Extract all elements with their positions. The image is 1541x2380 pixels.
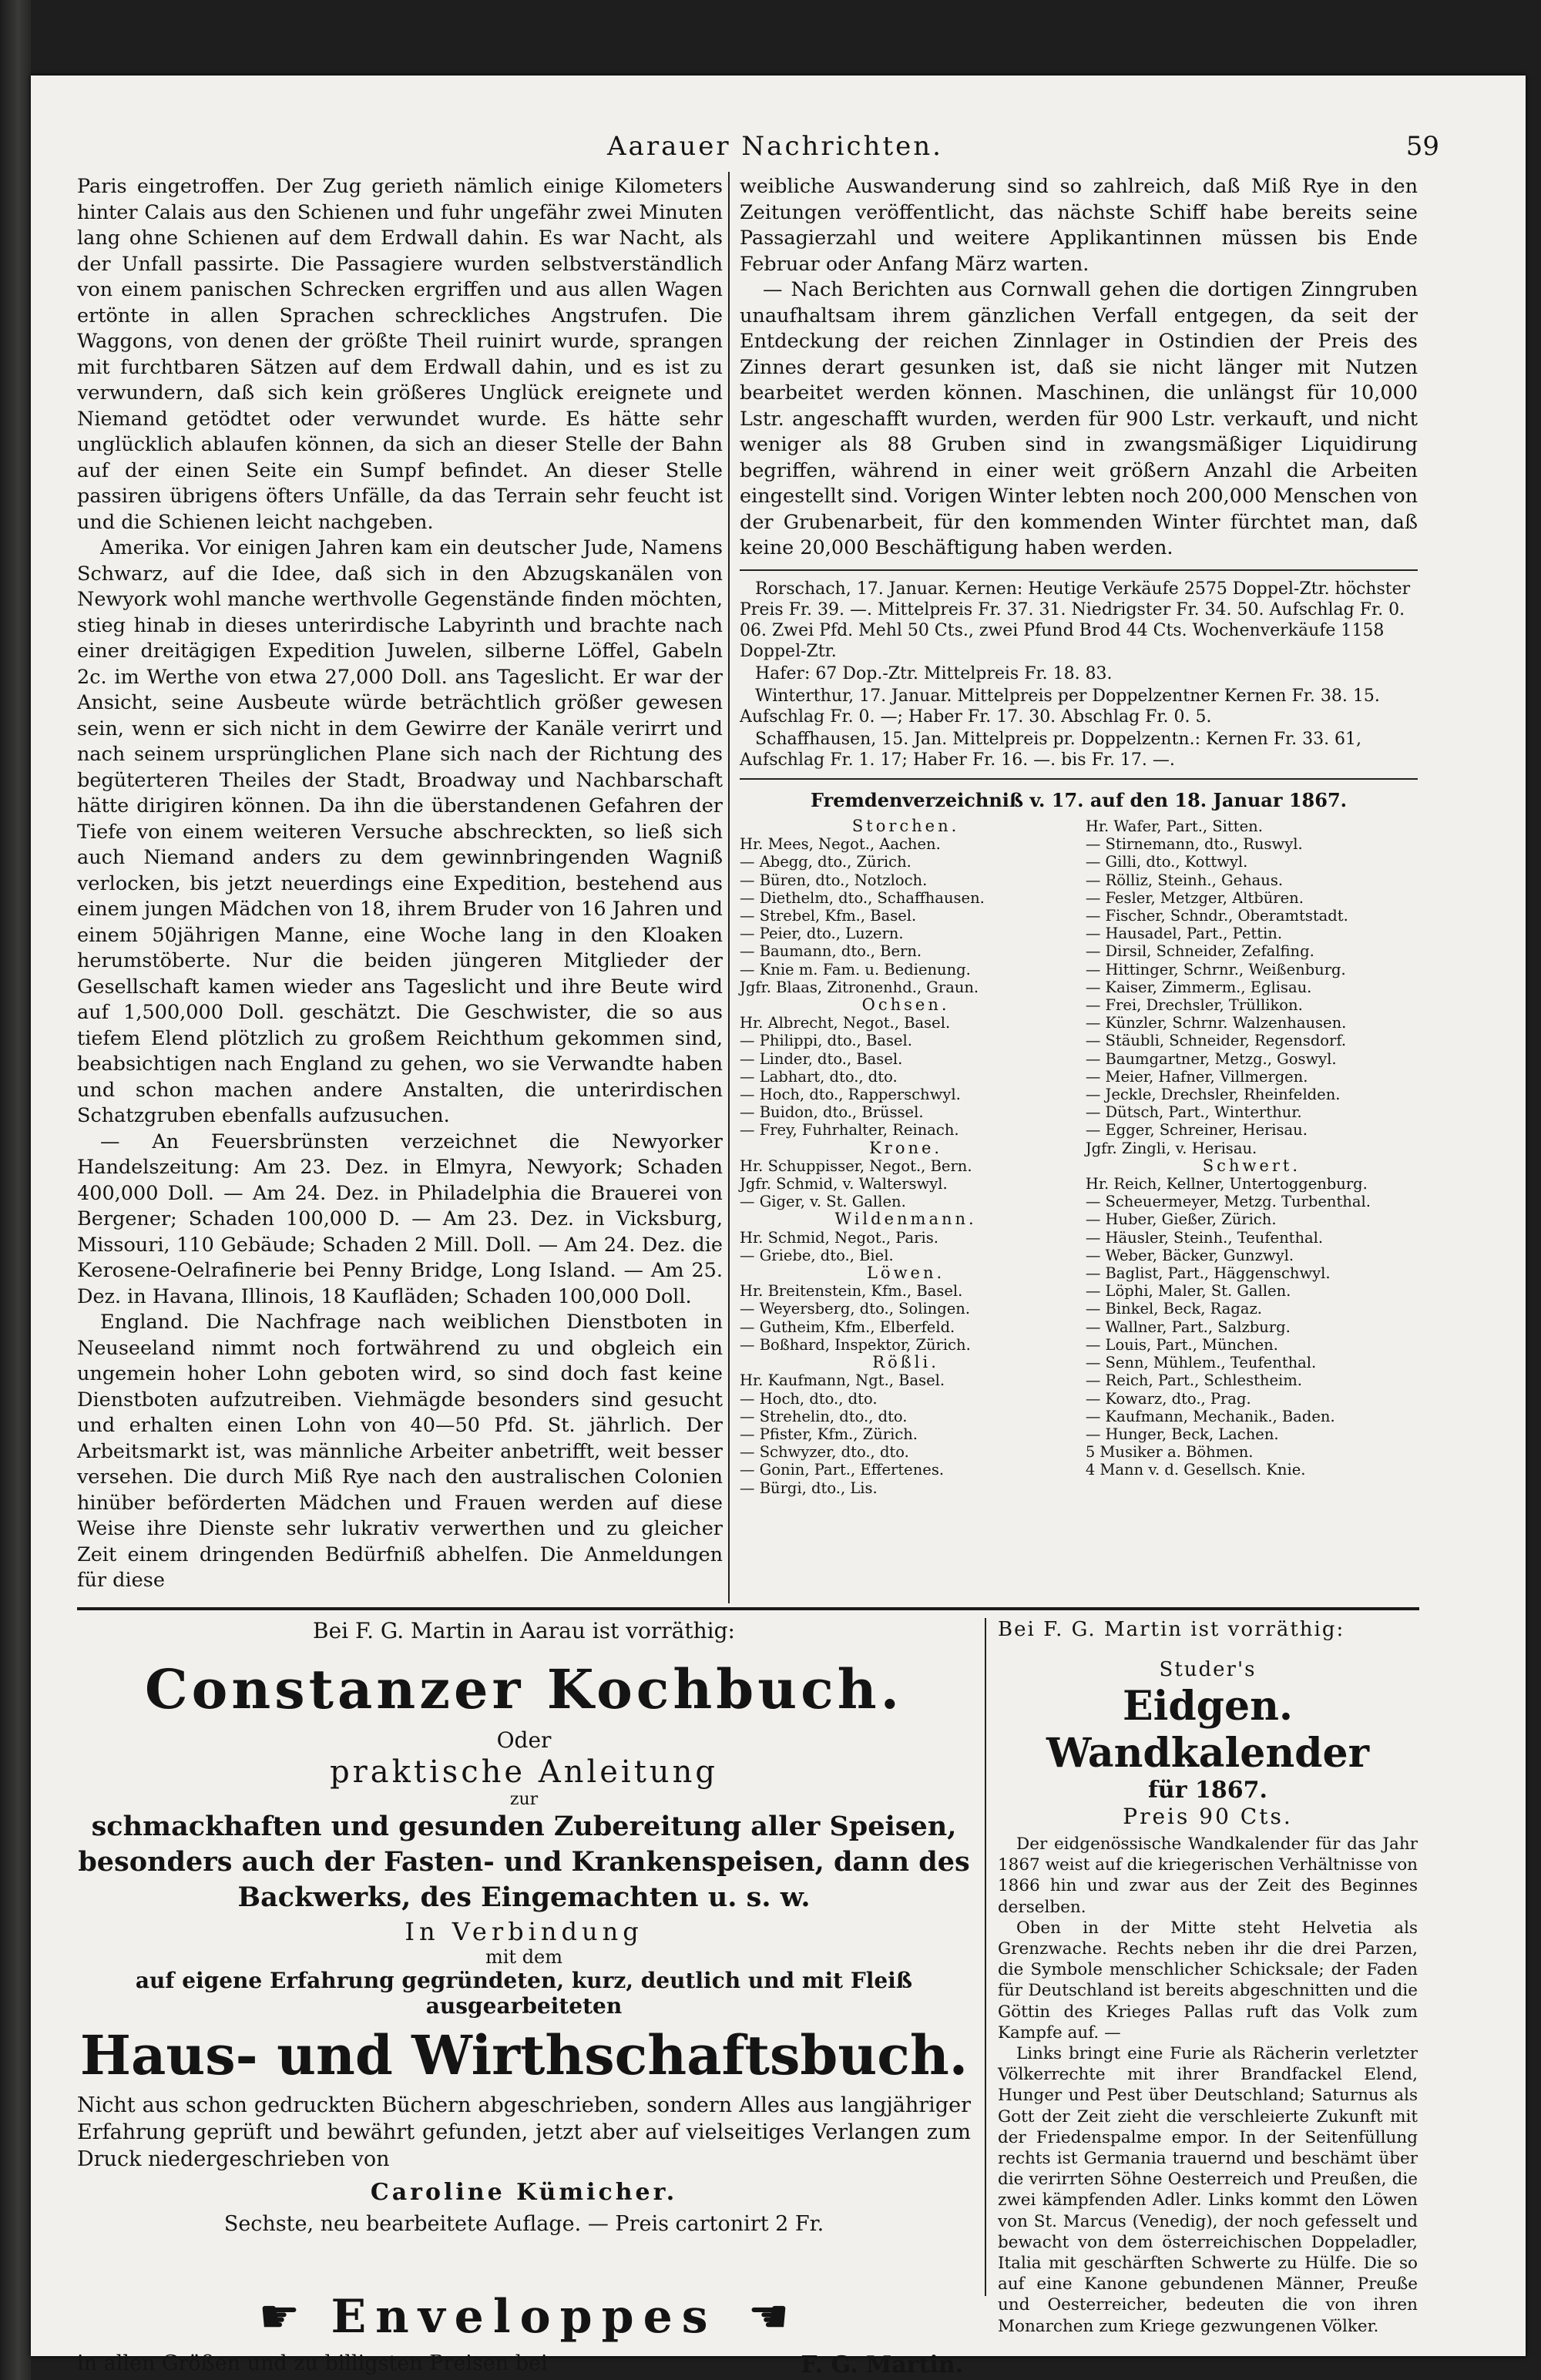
calendar-advert bbox=[998, 1618, 1418, 2337]
guest-entry: — Labhart, dto., dto. bbox=[740, 1067, 898, 1086]
market-line: Hafer: 67 Dop.-Ztr. Mittelpreis Fr. 18. 83. bbox=[755, 663, 1113, 683]
guest-entry: — Hausadel, Part., Pettin. bbox=[1085, 925, 1283, 943]
guest-entry: — Griebe, dto., Biel. bbox=[740, 1246, 894, 1264]
envelopes-title: Enveloppes bbox=[331, 2290, 717, 2344]
guest-entry: 4 Mann v. d. Gesellsch. Knie. bbox=[1085, 1461, 1306, 1479]
advert-edition: Sechste, neu bearbeitete Auflage. — Preis cartonirt 2 Fr. bbox=[223, 2212, 824, 2236]
article-paragraph: Amerika. Vor einigen Jahren kam ein deutscher Jude, Namens Schwarz, auf die Idee, daß sich in den Abzugskanälen von Newyork wohl manche werthvolle Gegenstände finden möchten, stieg hinab in dieses unterirdische Labyrinth und brachte nach einer dreitägigen Expedition Juwelen, silberne Löffel, Gabeln 2c. im Werthe von etwa 27,000 Doll. ans Tageslicht. Er war der Ansicht, seine Ausbeute würde beträchtlich größer gewesen sein, wenn er sich nicht in dem Gewirre der Kanäle verirrt und nach seinem ursprünglichen Plane sich nach der Richtung des begüterteren Theiles der Stadt, Broadway und Nachbarschaft hätte dirigiren können. Da ihn die überstandenen Gefahren der Tiefe von einem weiteren Versuche abschreckten, so ließ sich auch Niemand anders zu dem gewinnbringenden Wagniß verlocken, bis jetzt neuerdings eine Expedition, bestehend aus einem jungen Mädchen von 18, ihrem Bruder von 16 Jahren und einem 50jährigen Manne, eine Woche lang in den Kloaken herumstöberte. Nur die beiden jüngeren Mitglieder der Gesellschaft kamen wieder ans Tageslicht und ihre Beute wird auf 1,500,000 Doll. geschätzt. Die Geschwister, die so aus tiefem Elend plötzlich zu großem Reichthum gekommen sind, beabsichtigen nach England zu gehen, wo sie Verwandte haben und schon machen andere Anstalten, die unterirdischen Schatzgruben ebenfalls aufzusuchen. bbox=[77, 536, 723, 1127]
guest-entry: — Weber, Bäcker, Gunzwyl. bbox=[1085, 1246, 1294, 1264]
guest-entry: — Gonin, Part., Effertenes. bbox=[740, 1461, 945, 1479]
guest-entry: — Kowarz, dto., Prag. bbox=[1085, 1389, 1251, 1408]
guest-entry: — Büren, dto., Notzloch. bbox=[740, 871, 928, 889]
guest-entry: — Stirnemann, dto., Ruswyl. bbox=[1085, 835, 1303, 854]
guest-entry: — Gilli, dto., Kottwyl. bbox=[1085, 853, 1248, 871]
advert-description: schmackhaften und gesunden Zubereitung aller Speisen, besonders auch der Fasten- und Krankenspeisen, dann des Backwerks, des Eingemachten u. s. w. bbox=[78, 1811, 970, 1913]
market-line: Rorschach, 17. Januar. Kernen: Heutige Verkäufe 2575 Doppel-Ztr. höchster Preis Fr. 39. —. Mittelpreis Fr. 37. 31. Niedrigster Fr. 34. 50. Aufschlag Fr. 0. 06. Zwei Pfd. Mehl 50 Cts., zwei Pfund Brod 44 Cts. Wochenverkäufe 1158 Doppel-Ztr. bbox=[740, 579, 1411, 661]
guest-entry: — Hoch, dto., Rapperschwyl. bbox=[740, 1086, 961, 1104]
guest-entry: — Dütsch, Part., Winterthur. bbox=[1085, 1103, 1302, 1122]
guest-entry: — Schwyzer, dto., dto. bbox=[740, 1443, 909, 1462]
advert-top-rule bbox=[77, 1607, 1419, 1610]
envelopes-line bbox=[77, 2351, 971, 2378]
guest-entry: 5 Musiker a. Böhmen. bbox=[1085, 1443, 1254, 1462]
guest-entry: — Binkel, Beck, Ragaz. bbox=[1085, 1300, 1262, 1318]
guest-entry: — Buidon, dto., Brüssel. bbox=[740, 1103, 924, 1122]
guest-entry: — Bürgi, dto., Lis. bbox=[740, 1479, 878, 1497]
article-paragraph: — Nach Berichten aus Cornwall gehen die dortigen Zinngruben unaufhaltsam ihrem gänzlichen Verfall entgegen, da seit der Entdeckung der reichen Zinnlager in Ostindien der Preis des Zinnes derart gesunken ist, daß sie nicht länger mit Nutzen bearbeitet werden können. Maschinen, die unlängst für 10,000 Lstr. angeschafft wurden, werden für 900 Lstr. verkauft, und nicht weniger als 88 Gruben sind in zwangsmäßiger Liquidirung begriffen, während in einer weit größern Anzahl die Arbeiten eingestellt sind. Vorigen Winter lebten noch 200,000 Menschen von der Grubenarbeit, für den kommenden Winter fürchtet man, daß keine 20,000 Beschäftigung haben werden. bbox=[740, 278, 1418, 559]
column-divider bbox=[728, 172, 730, 1603]
guest-entry: — Dirsil, Schneider, Zefalfing. bbox=[1085, 942, 1314, 961]
hotel-heading: Wildenmann. bbox=[834, 1210, 977, 1229]
advert-zur: zur bbox=[509, 1790, 539, 1809]
article-paragraph: England. Die Nachfrage nach weiblichen Dienstboten in Neuseeland nimmt noch fortwährend zu und obgleich ein ungemein hoher Lohn geboten wird, so sind doch fast keine Dienstboten aufzutreiben. Viehmägde besonders sind gesucht und erhalten einen Lohn von 40—50 Pfd. St. jährlich. Der Arbeitsmarkt ist, was männliche Arbeiter anbetrifft, weit besser versehen. Die durch Miß Rye nach den australischen Colonien hinüber beförderten Mädchen und Frauen werden auf diese Weise ihre Dienste sehr lukrativ verwerthen und zu gleicher Zeit einem dringenden Bedürfniß abhelfen. Die Anmeldungen für diese bbox=[77, 1311, 723, 1592]
pointing-hand-icon: ☛ bbox=[258, 2290, 300, 2344]
hotel-heading: Rößli. bbox=[872, 1353, 939, 1372]
guest-entry: — Jeckle, Drechsler, Rheinfelden. bbox=[1085, 1086, 1341, 1104]
calendar-paragraph: Oben in der Mitte steht Helvetia als Grenzwache. Rechts neben ihr die drei Parzen, die Symbole menschlicher Schicksale; der Faden für Deutschland ist bereits abgeschnitten und die Göttin des Krieges Pallas ruft das Volk zum Kampfe auf. — bbox=[998, 1918, 1418, 2043]
advert-divider bbox=[985, 1618, 986, 2296]
guest-entry: — Frei, Drechsler, Trüllikon. bbox=[1085, 996, 1303, 1015]
pointing-hand-icon: ☚ bbox=[747, 2290, 790, 2344]
guest-entry: — Hittinger, Schrnr., Weißenburg. bbox=[1085, 960, 1346, 979]
guest-entry: — Louis, Part., München. bbox=[1085, 1335, 1278, 1354]
envelopes-advert bbox=[77, 2290, 971, 2344]
guest-entry: Jgfr. Zingli, v. Herisau. bbox=[1085, 1139, 1257, 1157]
advert-intro: Bei F. G. Martin in Aarau ist vorräthig: bbox=[313, 1618, 735, 1643]
calendar-year: für 1867. bbox=[1148, 1777, 1267, 1804]
guest-entry: — Egger, Schreiner, Herisau. bbox=[1085, 1121, 1308, 1140]
cookbook-advert bbox=[77, 1618, 971, 2378]
guest-entry: — Fesler, Metzger, Altbüren. bbox=[1085, 888, 1304, 907]
guest-entry: Hr. Breitenstein, Kfm., Basel. bbox=[740, 1282, 963, 1301]
article-paragraph: weibliche Auswanderung sind so zahlreich, daß Miß Rye in den Zeitungen veröffentlicht, das nächste Schiff habe bereits seine Passagierzahl und weitere Applikantinnen müssen bis Ende Februar oder Anfang März warten. bbox=[740, 175, 1418, 276]
guest-entry: Hr. Kaufmann, Ngt., Basel. bbox=[740, 1371, 945, 1390]
guest-entry: — Stäubli, Schneider, Regensdorf. bbox=[1085, 1032, 1347, 1050]
page-header bbox=[76, 131, 1439, 170]
guest-entry: — Baglist, Part., Häggenschwyl. bbox=[1085, 1264, 1331, 1283]
left-column bbox=[77, 174, 723, 1594]
advert-mit-dem: mit dem bbox=[485, 1946, 563, 1968]
guest-entry: — Reich, Part., Schlestheim. bbox=[1085, 1371, 1302, 1390]
guest-entry: — Kaiser, Zimmerm., Eglisau. bbox=[1085, 978, 1312, 996]
guest-entry: — Gutheim, Kfm., Elberfeld. bbox=[740, 1318, 955, 1336]
market-line: Winterthur, 17. Januar. Mittelpreis per Doppelzentner Kernen Fr. 38. 15. Aufschlag Fr. 0. —; Haber Fr. 17. 30. Abschlag Fr. 0. 5. bbox=[740, 686, 1380, 727]
guest-entry: — Boßhard, Inspektor, Zürich. bbox=[740, 1335, 971, 1354]
guest-entry: — Hunger, Beck, Lachen. bbox=[1085, 1425, 1279, 1443]
newspaper-page bbox=[31, 76, 1526, 2378]
guest-entry: Hr. Schmid, Negot., Paris. bbox=[740, 1228, 938, 1247]
guest-entry: Jgfr. Schmid, v. Walterswyl. bbox=[740, 1175, 948, 1193]
hotel-heading: Storchen. bbox=[851, 817, 960, 835]
guest-list bbox=[740, 817, 1418, 1497]
guest-entry: Hr. Albrecht, Negot., Basel. bbox=[740, 1014, 951, 1032]
calendar-text bbox=[998, 1834, 1418, 2337]
calendar-title: Eidgen. Wandkalender bbox=[1046, 1683, 1369, 1777]
guest-entry: Jgfr. Blaas, Zitronenhd., Graun. bbox=[740, 978, 979, 996]
guest-list-left bbox=[740, 817, 1072, 1497]
guest-entry: — Baumann, dto., Bern. bbox=[740, 942, 922, 961]
newspaper-title: Aarauer Nachrichten. bbox=[607, 131, 943, 162]
advert-haus: Haus- und Wirthschaftsbuch. bbox=[79, 2023, 969, 2087]
page-number: 59 bbox=[1405, 131, 1439, 162]
guest-entry: — Wallner, Part., Salzburg. bbox=[1085, 1318, 1291, 1336]
market-line: Schaffhausen, 15. Jan. Mittelpreis pr. Doppelzentn.: Kernen Fr. 33. 61, Aufschlag Fr. 1. 17; Haber Fr. 16. —. bis Fr. 17. —. bbox=[740, 729, 1362, 770]
guest-entry: — Kaufmann, Mechanik., Baden. bbox=[1085, 1407, 1335, 1425]
calendar-paragraph: Links bringt eine Furie als Rächerin verletzter Völkerrechte mit ihrer Brandfackel Elend, Hunger und Pest über Deutschland; Saturnus als Gott der Zeit zieht die verschleierte Zukunft mit der Friedenspalme empor. In der Seitenfüllung rechts ist Germania trauernd und beschämt über die verirrten Söhne Oesterreich und Preußen, die zwei kämpfenden Adler. Links kommt den Löwen von St. Marcus (Venedig), der noch gefesselt und bewacht von dem österreichischen Doppeladler, Italia mit geschärften Schwerte zu Hülfe. Die so auf eine Kanone gebundenen Männer, Preuße und Oesterreicher, bedeuten die von ihren Monarchen zum Kriege gezwungenen Völker. bbox=[998, 2044, 1418, 2336]
hotel-heading: Krone. bbox=[869, 1138, 943, 1157]
guest-entry: — Strehelin, dto., dto. bbox=[740, 1407, 908, 1425]
calendar-intro: Bei F. G. Martin ist vorräthig: bbox=[998, 1618, 1345, 1641]
advert-eigene: auf eigene Erfahrung gegründeten, kurz, deutlich und mit Fleiß ausgearbeiteten bbox=[135, 1968, 913, 2019]
guest-entry: — Pfister, Kfm., Zürich. bbox=[740, 1425, 918, 1443]
hotel-heading: Löwen. bbox=[866, 1264, 945, 1283]
advert-subtitle: praktische Anleitung bbox=[330, 1754, 718, 1790]
guest-entry: Hr. Wafer, Part., Sitten. bbox=[1085, 817, 1263, 835]
guest-entry: — Peier, dto., Luzern. bbox=[740, 925, 904, 943]
book-gutter bbox=[0, 0, 31, 2380]
calendar-price: Preis 90 Cts. bbox=[1123, 1804, 1293, 1829]
guest-entry: — Löphi, Maler, St. Gallen. bbox=[1085, 1282, 1291, 1301]
section-rule bbox=[740, 569, 1418, 571]
calendar-studer: Studer's bbox=[1159, 1658, 1257, 1681]
advert-oder: Oder bbox=[496, 1727, 552, 1753]
envelopes-seller: F. G. Martin. bbox=[801, 2351, 963, 2378]
guest-entry: — Rölliz, Steinh., Gehaus. bbox=[1085, 871, 1284, 889]
guest-entry: — Senn, Mühlem., Teufenthal. bbox=[1085, 1354, 1317, 1372]
guest-entry: — Strebel, Kfm., Basel. bbox=[740, 907, 917, 925]
market-report bbox=[740, 579, 1418, 770]
guest-list-right bbox=[1086, 817, 1418, 1497]
guest-entry: — Meier, Hafner, Villmergen. bbox=[1085, 1067, 1308, 1086]
guest-entry: — Knie m. Fam. u. Bedienung. bbox=[740, 960, 971, 979]
section-rule bbox=[740, 778, 1418, 780]
guest-entry: — Hoch, dto., dto. bbox=[740, 1389, 878, 1408]
advert-author: Caroline Kümicher. bbox=[370, 2179, 678, 2206]
advert-in-verbindung: In Verbindung bbox=[405, 1917, 643, 1946]
guest-entry: — Philippi, dto., Basel. bbox=[740, 1032, 912, 1050]
guest-entry: — Häusler, Steinh., Teufenthal. bbox=[1085, 1228, 1324, 1247]
article-paragraph: — An Feuersbrünsten verzeichnet die Newyorker Handelszeitung: Am 23. Dez. in Elmyra, Newyork; Schaden 400,000 Doll. — Am 24. Dez. in Philadelphia die Brauerei von Bergener; Schaden 100,000 D. — Am 23. Dez. in Vicksburg, Missouri, 110 Gebäude; Schaden 2 Mill. Doll. — Am 24. Dez. die Kerosene-Oelrafinerie bei Penny Bridge, Long Island. — Am 25. Dez. in Havana, Illinois, 18 Kaufläden; Schaden 100,000 Doll. bbox=[77, 1130, 723, 1308]
advert-nicht: Nicht aus schon gedruckten Büchern abgeschrieben, sondern Alles aus langjähriger Erfahrung geprüft und bewährt gefunden, jetzt aber auf vielseitiges Verlangen zum Druck niedergeschrieben von bbox=[77, 2093, 971, 2171]
guest-entry: — Künzler, Schrnr. Walzenhausen. bbox=[1085, 1014, 1347, 1032]
hotel-heading: Ochsen. bbox=[861, 995, 950, 1015]
guest-entry: — Scheuermeyer, Metzg. Turbenthal. bbox=[1085, 1193, 1371, 1211]
envelopes-text: in allen Größen und zu billigsten Preisen bei bbox=[77, 2351, 548, 2375]
advert-title: Constanzer Kochbuch. bbox=[144, 1657, 904, 1721]
guest-entry: Hr. Schuppisser, Negot., Bern. bbox=[740, 1156, 972, 1175]
guest-entry: — Abegg, dto., Zürich. bbox=[740, 853, 912, 871]
calendar-paragraph: Der eidgenössische Wandkalender für das Jahr 1867 weist auf die kriegerischen Verhältnisse von 1866 hin und zwar aus der Zeit des Beginnes derselben. bbox=[998, 1835, 1418, 1917]
right-column bbox=[740, 174, 1418, 1497]
guest-entry: — Weyersberg, dto., Solingen. bbox=[740, 1300, 971, 1318]
guest-entry: Hr. Reich, Kellner, Untertoggenburg. bbox=[1085, 1175, 1368, 1193]
guest-entry: Hr. Mees, Negot., Aachen. bbox=[740, 835, 941, 854]
guest-list-title: Fremdenverzeichniß v. 17. auf den 18. Januar 1867. bbox=[810, 788, 1348, 811]
hotel-heading: Schwert. bbox=[1202, 1156, 1301, 1175]
guest-entry: — Giger, v. St. Gallen. bbox=[740, 1193, 906, 1211]
guest-entry: — Baumgartner, Metzg., Goswyl. bbox=[1085, 1049, 1337, 1068]
guest-entry: — Linder, dto., Basel. bbox=[740, 1049, 903, 1068]
guest-entry: — Fischer, Schndr., Oberamtstadt. bbox=[1085, 907, 1348, 925]
article-paragraph: Paris eingetroffen. Der Zug gerieth nämlich einige Kilometers hinter Calais aus den Schienen und fuhr ungefähr zwei Minuten lang ohne Schienen auf dem Erdwall dahin. Es war Nacht, als der Unfall passirte. Die Passagiere wurden selbstverständlich von einem panischen Schrecken ergriffen und aus allen Wagen ertönte in allen Sprachen schreckliches Angstrufen. Die Waggons, von denen der größte Theil ruinirt wurde, sprangen mit furchtbaren Sätzen auf dem Erdwall dahin, und es ist zu verwundern, daß sich kein größeres Unglück ereignete und Niemand getödtet oder verwundet wurde. Es hätte sehr unglücklich ablaufen können, da sich an dieser Stelle der Bahn auf der einen Seite ein Sumpf befindet. An dieser Stelle passiren übrigens öfters Unfälle, da das Terrain sehr feucht ist und die Schienen leicht nachgeben. bbox=[77, 175, 723, 534]
guest-entry: — Frey, Fuhrhalter, Reinach. bbox=[740, 1121, 959, 1140]
guest-entry: — Diethelm, dto., Schaffhausen. bbox=[740, 888, 985, 907]
guest-entry: — Huber, Gießer, Zürich. bbox=[1085, 1210, 1277, 1229]
